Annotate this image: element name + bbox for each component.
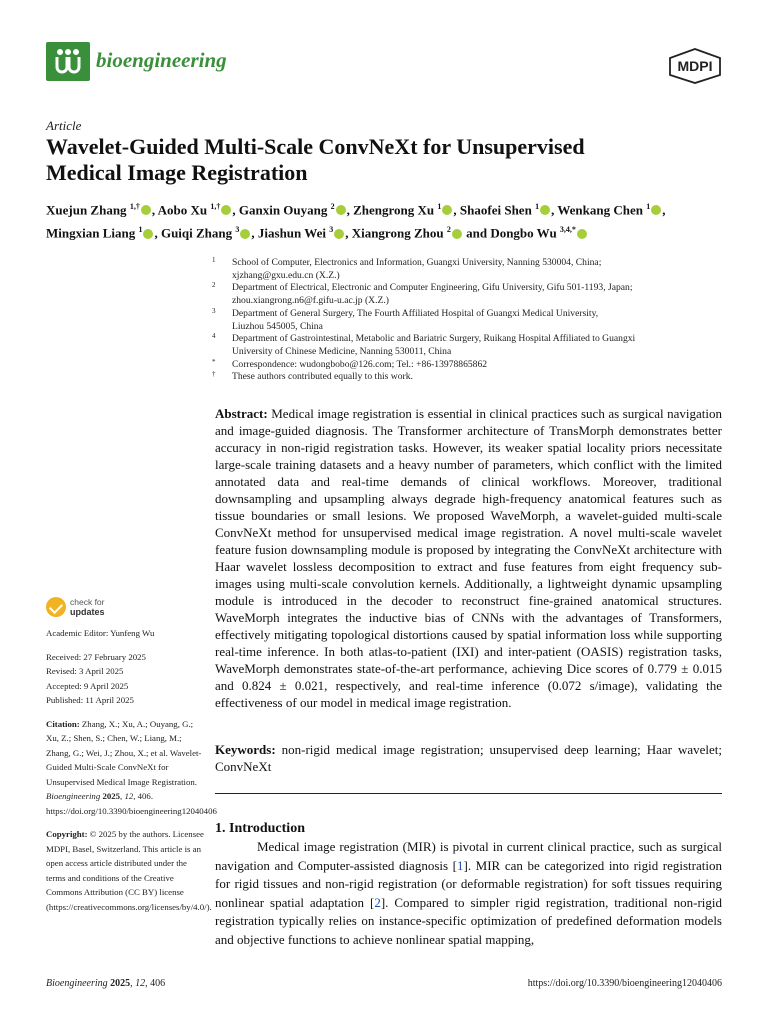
intro-text-part: ]. Compared to simpler rigid registration, traditional non-rigid registration typically relies on instance-specific optimization of predefined deformation models and objective functions to achieve nonlinear spatial mapping,: [215, 894, 722, 947]
introduction-paragraph: [215, 838, 722, 950]
affiliation-mark: 3: [212, 306, 216, 315]
author-sep: ,: [346, 202, 354, 218]
affiliation-line: Department of Electrical, Electronic and Computer Engineering, Gifu University, Gifu 501-1193, Japan;: [232, 282, 633, 294]
author-name[interactable]: Ganxin Ouyang: [238, 202, 328, 218]
citation-link[interactable]: 2: [374, 894, 381, 910]
equal-contribution-note: [212, 371, 722, 384]
author-sep: and: [462, 225, 491, 241]
footer-doi[interactable]: https://doi.org/10.3390/bioengineering12040406: [527, 978, 722, 989]
author-line-1: [46, 197, 726, 220]
affiliation-item: [212, 333, 722, 358]
section-divider: [215, 793, 722, 794]
mdpi-logo[interactable]: [668, 48, 722, 78]
orcid-icon[interactable]: [577, 229, 587, 239]
author-sep: ,: [251, 225, 258, 241]
affiliation-email[interactable]: xjzhang@gxu.edu.cn (X.Z.): [232, 269, 340, 281]
orcid-icon[interactable]: [651, 205, 661, 215]
affiliation-line: Department of Gastrointestinal, Metabolic and Bariatric Surgery, Ruikang Hospital Affiliated to Guangxi: [232, 333, 636, 345]
orcid-icon[interactable]: [540, 205, 550, 215]
orcid-icon[interactable]: [452, 229, 462, 239]
title-line-1: Wavelet-Guided Multi-Scale ConvNeXt for Unsupervised: [46, 134, 585, 159]
author-name[interactable]: Dongbo Wu: [490, 225, 557, 241]
affiliation-item: [212, 308, 722, 333]
affiliation-line: University of Chinese Medicine, Nanning 530011, China: [232, 345, 452, 357]
author-sup: 3: [329, 225, 334, 235]
orcid-icon[interactable]: [334, 229, 344, 239]
correspondence-line[interactable]: Correspondence: wudongbobo@126.com; Tel.: +86-13978865862: [232, 358, 488, 370]
check-for-updates[interactable]: [46, 596, 206, 620]
author-sep: ,: [151, 202, 158, 218]
author-sup: 1: [437, 202, 442, 211]
affiliations: [212, 257, 722, 384]
affiliation-email[interactable]: zhou.xiangrong.n6@f.gifu-u.ac.jp (X.Z.): [232, 295, 389, 307]
received-date: Received: 27 February 2025: [46, 651, 146, 662]
paper-title: [46, 134, 726, 186]
copyright-block: [46, 827, 212, 914]
citation-text: Zhang, X.; Xu, A.; Ouyang, G.; Xu, Z.; Shen, S.; Chen, W.; Liang, M.; Zhang, G.; Wei, J.; Zhou, X.; et al. Wavelet-Guided Multi-Scale ConvNeXt for Unsupervised Medical Image Registration.: [46, 718, 202, 787]
accepted-date: Accepted: 9 April 2025: [46, 680, 129, 691]
author-sep: ,: [154, 225, 161, 241]
author-name[interactable]: Mingxian Liang: [46, 225, 136, 241]
affiliation-item: [212, 282, 722, 307]
author-sep: ,: [551, 202, 558, 218]
title-line-2: Medical Image Registration: [46, 160, 308, 185]
citation-doi[interactable]: , 406. https://doi.org/10.3390/bioengineering12040406: [46, 791, 217, 816]
abstract-text: Medical image registration is essential in clinical practices such as surgical navigation and image-guided diagnosis. The Transformer architecture of TransMorph demonstrates better accuracy in non-rigid registration tasks. However, its weaker spatial locality priors necessitate large-scale training datasets and a heavy number of parameters, which conflict with the limited annotated data and real-time demands of clinical workflows. Moreover, traditional downsampling and upsampling always degrade high-frequency anatomical features such as tissue boundaries or small lesions. We proposed WaveMorph, a wavelet-guided multi-scale ConvNeXt method for unsupervised medical image registration. A novel multi-scale wavelet feature fusion downsampling module is proposed by integrating the ConvNeXt architecture with Haar wavelet lossless decomposition to extract and fuse features from eight frequency sub-images using multi-scale convolution kernels. Additionally, a lightweight dynamic upsampling module is introduced in the decoder to reconstruct fine-grained anatomical structures. WaveMorph integrates the inductive bias of CNNs with the advantages of Transformers, effectively mitigating topological distortions caused by spatial information loss while supporting real-time inference. In both atlas-to-patient (IXI) and inter-patient (OASIS) registration tasks, WaveMorph demonstrates state-of-the-art performance, achieving Dice scores of 0.779 ± 0.015 and 0.824 ± 0.021, respectively, and real-time inference (0.072 s/image), validating the effectiveness of our model in medical image registration.: [215, 406, 723, 710]
author-sup: 1: [535, 202, 540, 211]
footer-citation: Bioengineering 2025, 12, 406: [46, 978, 166, 989]
journal-name[interactable]: bioengineering: [96, 48, 227, 72]
abstract: [215, 405, 722, 711]
abstract-label: Abstract:: [215, 406, 268, 421]
footer-journal: Bioengineering: [46, 978, 108, 989]
author-name[interactable]: Jiashun Wei: [257, 225, 326, 241]
author-name[interactable]: Zhengrong Xu: [353, 202, 435, 218]
affiliation-line: School of Computer, Electronics and Information, Guangxi University, Nanning 530004, China;: [232, 257, 602, 268]
orcid-icon[interactable]: [240, 229, 250, 239]
keywords-text: non-rigid medical image registration; unsupervised deep learning; Haar wavelet; ConvNeXt: [215, 742, 722, 774]
intro-text: [215, 838, 722, 950]
footer-page: , 406: [145, 978, 166, 989]
orcid-icon[interactable]: [141, 205, 151, 215]
citation-label: Citation:: [46, 718, 80, 729]
affiliation-mark: *: [212, 357, 216, 366]
citation-journal: Bioengineering: [46, 791, 101, 801]
check-line-1: check for: [70, 597, 105, 607]
intro-text-part: ]. MIR can be categorized into rigid registration for rigid tissues and non-rigid registration (or deformable registration) for soft tissues requiring nonlinear spatial adaptation [: [215, 857, 722, 910]
orcid-icon[interactable]: [143, 229, 153, 239]
academic-editor: Academic Editor: Yunfeng Wu: [46, 628, 155, 638]
orcid-icon[interactable]: [221, 205, 231, 215]
footer-year: 2025: [110, 978, 131, 989]
sidebar-metadata: [46, 596, 217, 914]
author-name[interactable]: Xiangrong Zhou: [351, 225, 444, 241]
author-sup: 1: [646, 202, 651, 211]
author-sep: ,: [232, 202, 239, 218]
author-name[interactable]: Shaofei Shen: [459, 202, 532, 218]
author-sup: 1,†: [129, 202, 140, 211]
orcid-icon[interactable]: [336, 205, 346, 215]
citation-link[interactable]: 1: [456, 857, 464, 873]
check-line-2: updates: [70, 607, 105, 617]
intro-text-part: Medical image registration (MIR) is pivotal in current clinical practice, such as surgical navigation and Computer-assisted diagnosis [: [215, 839, 722, 873]
citation-block: Citation: Zhang, X.; Xu, A.; Ouyang, G.; Xu, Z.; Shen, S.; Chen, W.; Liang, M.; Zhang, G.; Wei, J.; Zhou, X.; et al. Wavelet-Guided Multi-Scale ConvNeXt for Unsupervised Medical Image Registration. Bioengineering 2025, 12, 406. https://doi.org/10.3390/bioengineering12040406: [46, 718, 217, 816]
author-sup: 3,4,*: [559, 225, 576, 235]
section-heading: 1. Introduction: [215, 821, 305, 836]
check-updates-icon: [46, 597, 66, 617]
check-updates-label: [70, 597, 105, 617]
affiliation-item: [212, 257, 722, 282]
author-sup: 2: [446, 225, 451, 235]
keywords: [215, 741, 722, 775]
author-sep: ,: [662, 202, 666, 218]
affiliation-mark: 2: [212, 281, 216, 290]
author-sup: 1,†: [210, 202, 221, 211]
orcid-icon[interactable]: [442, 205, 452, 215]
author-name[interactable]: Guiqi Zhang: [160, 225, 233, 241]
correspondence: [212, 359, 722, 372]
author-sup: 1: [138, 225, 143, 235]
bioengineering-logo-icon: [52, 48, 84, 75]
affiliation-mark: 4: [212, 332, 216, 341]
affiliation-mark: 1: [212, 256, 216, 264]
citation-volume: 12: [124, 791, 134, 801]
affiliation-line: These authors contributed equally to this work.: [232, 371, 413, 383]
affiliation-mark: †: [212, 370, 216, 379]
author-name[interactable]: Xuejun Zhang: [46, 202, 127, 218]
affiliation-line: Department of General Surgery, The Fourth Affiliated Hospital of Guangxi Medical University,: [232, 307, 599, 319]
author-name[interactable]: Wenkang Chen: [557, 202, 643, 218]
publisher-name: MDPI: [677, 58, 713, 74]
author-sep: ,: [453, 202, 460, 218]
affiliation-line: Liuzhou 545005, China: [232, 320, 323, 332]
copyright-label: Copyright:: [46, 829, 88, 839]
footer-volume: 12: [135, 978, 146, 989]
revised-date: Revised: 3 April 2025: [46, 666, 124, 676]
journal-header: [46, 42, 722, 82]
author-name[interactable]: Aobo Xu: [157, 202, 208, 218]
copyright-text: © 2025 by the authors. Licensee MDPI, Basel, Switzerland. This article is an open access article distributed under the terms and conditions of the Creative Commons Attribution (CC BY) license (https://creativecommons.org/licenses/by/4.0/).: [46, 829, 212, 912]
author-line-2: [46, 220, 726, 243]
article-type: Article: [46, 118, 82, 133]
author-sep: ,: [345, 225, 352, 241]
author-sup: 3: [235, 225, 240, 235]
author-sup: 2: [330, 202, 335, 211]
author-list: [46, 197, 726, 244]
journal-logo[interactable]: [46, 42, 90, 81]
citation-year: 2025: [102, 791, 121, 801]
published-date: Published: 11 April 2025: [46, 695, 134, 705]
keywords-label: Keywords:: [215, 742, 276, 757]
